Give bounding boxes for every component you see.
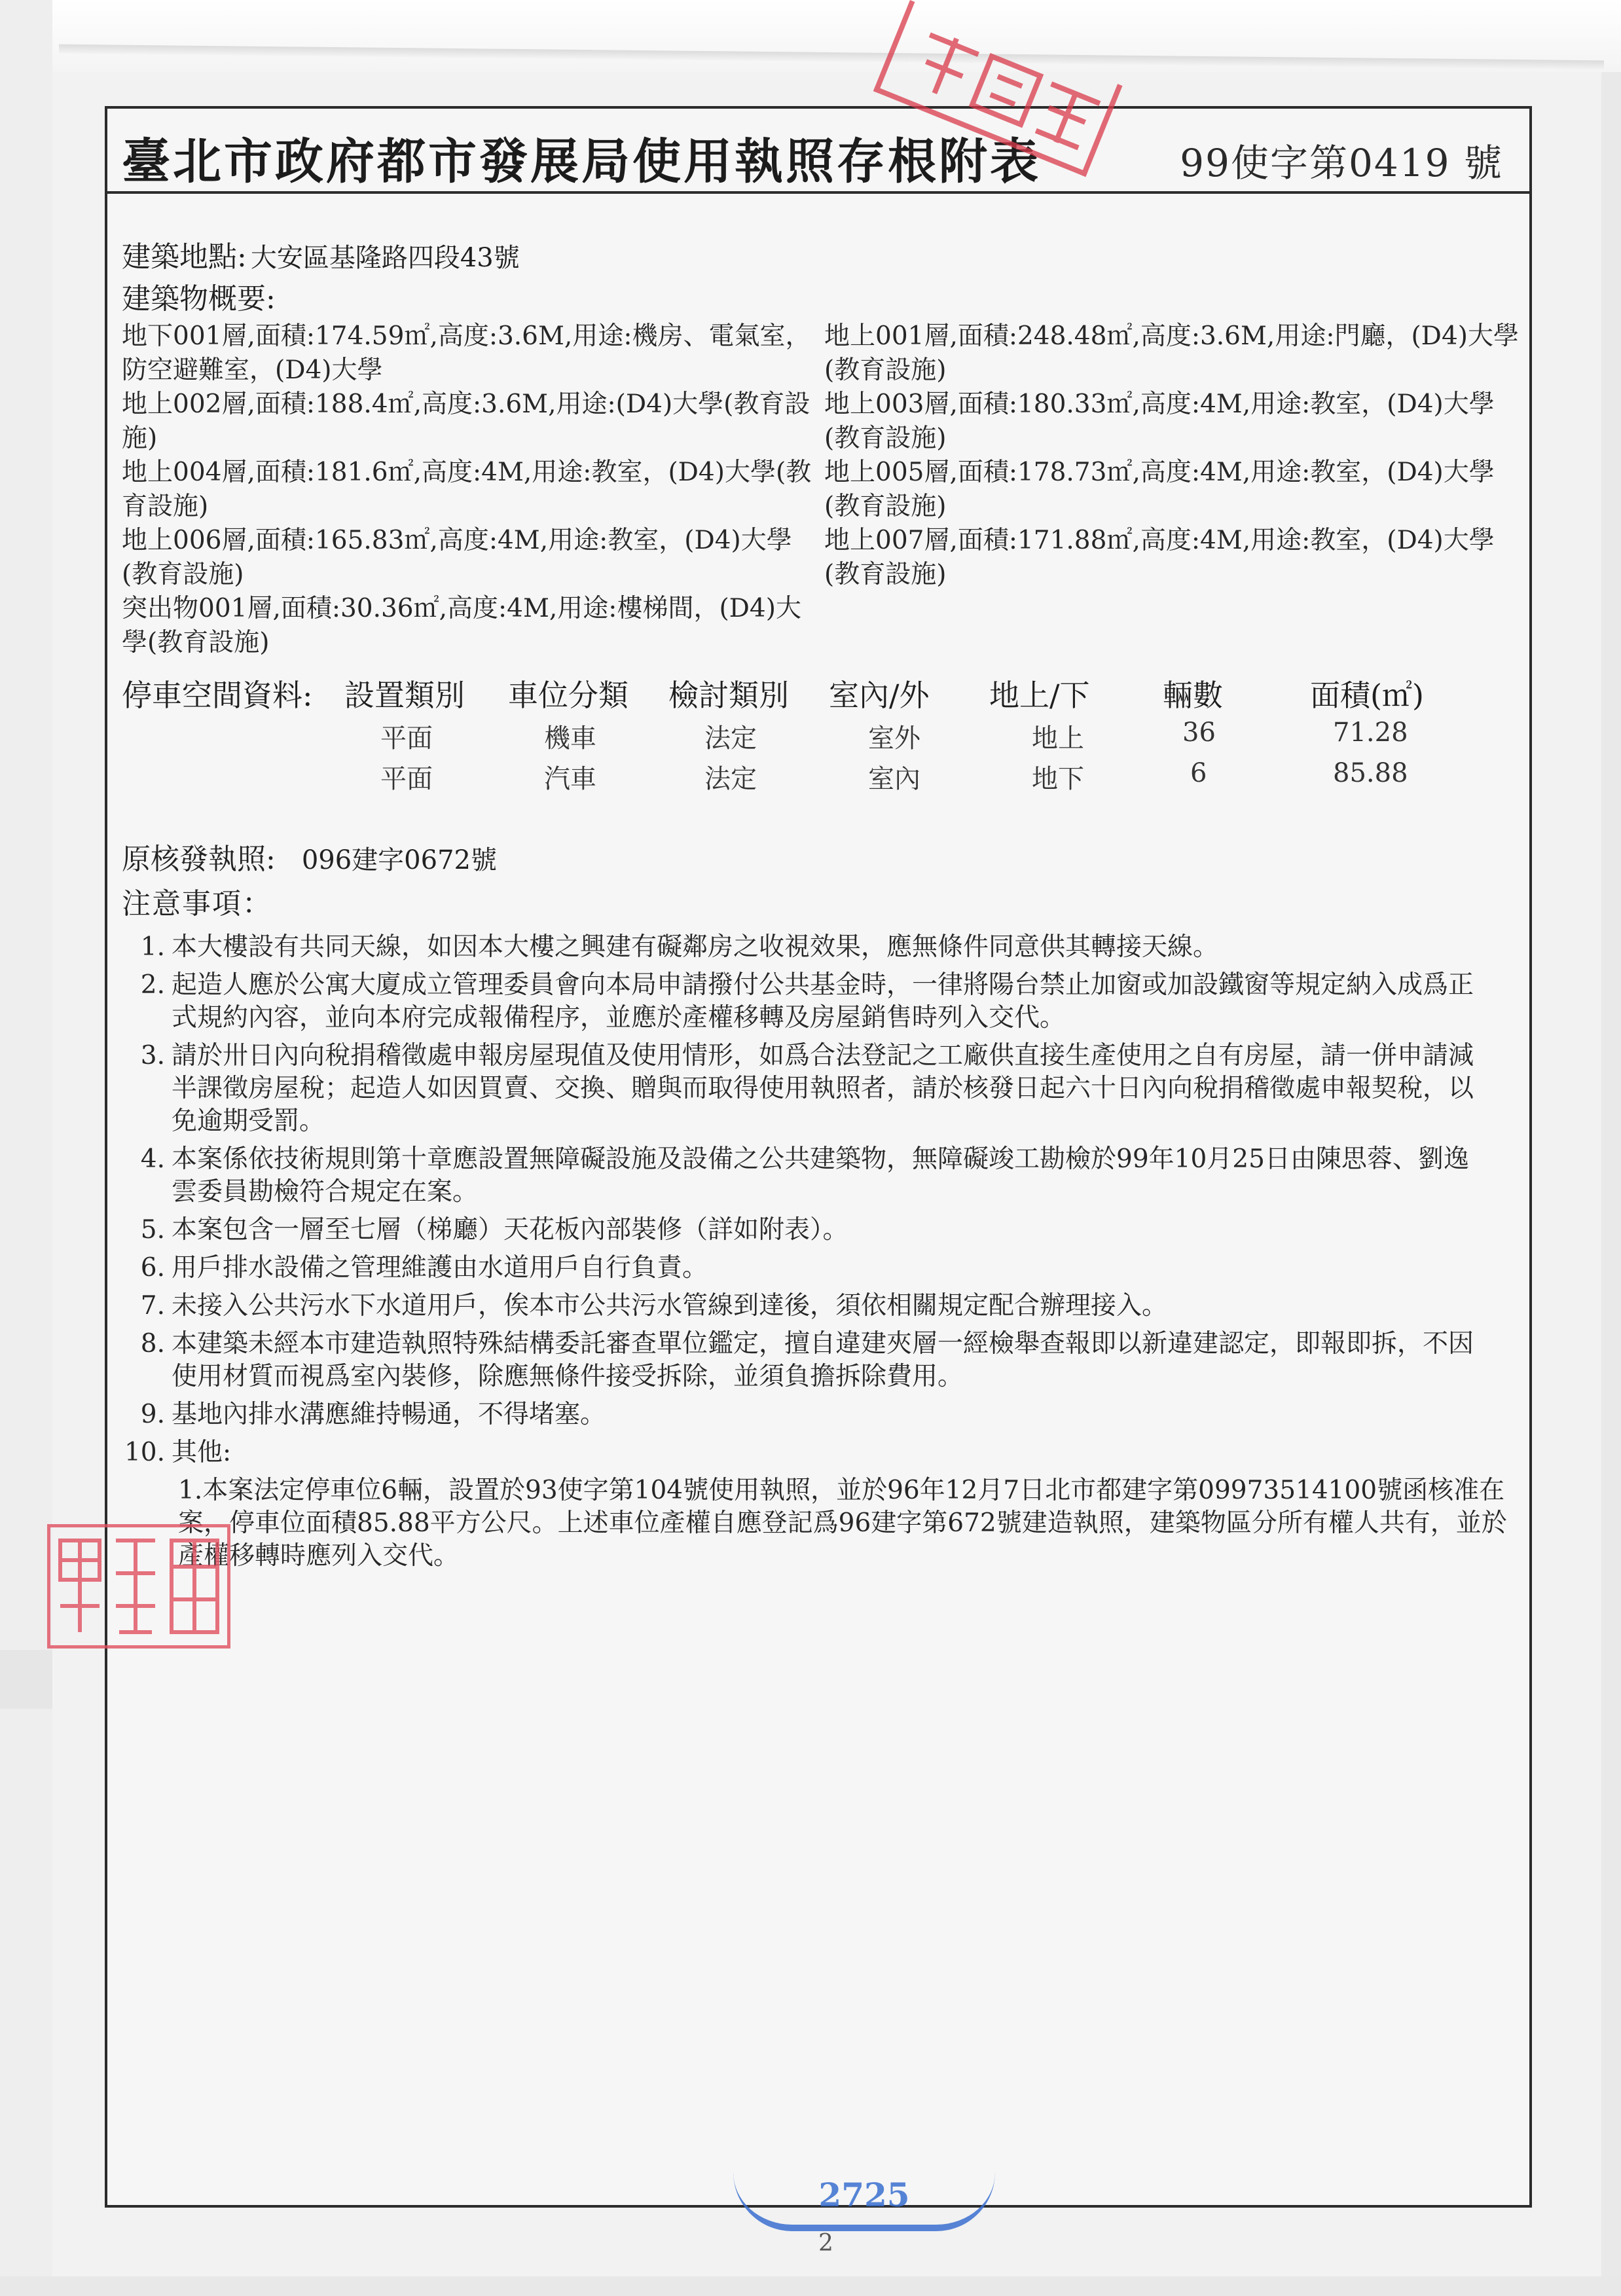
parking-cell: 地上 — [1032, 723, 1084, 754]
parking-cell: 85.88 — [1333, 758, 1408, 788]
floor-item: 突出物001層,面積:30.36㎡,高度:4M,用途:樓梯間，(D4)大學(教育設施) — [122, 594, 801, 657]
floor-item: 地上001層,面積:248.48㎡,高度:3.6M,用途:門廳，(D4)大學(教育設施) — [824, 321, 1519, 385]
note-item — [122, 969, 1520, 1034]
parking-header: 輛數 — [1163, 678, 1223, 713]
parking-cell: 平面 — [380, 723, 433, 754]
note-text: 請於卅日內向稅捐稽徵處申報房屋現值及使用情形，如爲合法登記之工廠供直接生產使用之自有房屋，請一併申請減半課徵房屋稅；起造人如因買賣、交換、贈與而取得使用執照者，請於核發日起六十日內向稅捐稽徵處申報契稅，以免逾期受罰。 — [172, 1041, 1474, 1136]
location-row — [122, 233, 1520, 275]
summary-label: 建築物概要: — [122, 282, 276, 316]
note-item — [122, 1290, 1520, 1322]
location-label: 建築地點: — [122, 240, 247, 274]
scan-edge-left-band — [0, 1650, 52, 1709]
note-text: 本案係依技術規則第十章應設置無障礙設施及設備之公共建築物，無障礙竣工勘檢於99年10月25日由陳思蓉、劉逸雲委員勘檢符合規定在案。 — [172, 1144, 1469, 1207]
document-title: 臺北市政府都市發展局使用執照存根附表 — [122, 134, 1041, 190]
floor-item: 地上005層,面積:178.73㎡,高度:4M,用途:教室，(D4)大學(教育設施) — [824, 458, 1495, 521]
note-item — [122, 1143, 1520, 1209]
note-item — [122, 1398, 1520, 1431]
note-item — [122, 1328, 1520, 1393]
note-text: 本大樓設有共同天線，如因本大樓之興建有礙鄰房之收視效果，應無條件同意供其轉接天線。 — [172, 932, 1219, 962]
note-other-text: 1.本案法定停車位6輛，設置於93使字第104號使用執照，並於96年12月7日北市都建字第09973514100號函核准在案，停車位面積85.88平方公尺。上述車位產權自應登記爲96建字第672號建造執照，建築物區分所有權人共有，並於產權移轉時應列入交代。 — [178, 1476, 1507, 1571]
seal-strokes-icon — [50, 1527, 227, 1645]
notes-title: 注意事項： — [122, 887, 272, 920]
parking-cell: 室外 — [868, 723, 920, 754]
note-item — [122, 1252, 1520, 1285]
note-text: 基地內排水溝應維持暢通，不得堵塞。 — [172, 1400, 606, 1429]
parking-header: 室內/外 — [829, 678, 930, 713]
license-number: 99使字第0419 號 — [1180, 141, 1503, 185]
note-item — [122, 931, 1520, 964]
note-number: 6. — [140, 1253, 165, 1283]
note-number: 9. — [140, 1400, 165, 1429]
parking-header: 地上/下 — [989, 678, 1090, 713]
original-license-label: 原核發執照: — [122, 843, 276, 876]
parking-header: 設置類別 — [344, 678, 465, 713]
note-text: 其他: — [172, 1438, 232, 1467]
floor-item: 地上006層,面積:165.83㎡,高度:4M,用途:教室，(D4)大學(教育設施) — [122, 526, 792, 589]
location-value: 大安區基隆路四段43號 — [250, 243, 520, 273]
parking-cell: 室內 — [868, 764, 920, 794]
note-number: 10. — [124, 1438, 165, 1467]
parking-cell: 平面 — [380, 764, 433, 794]
parking-table — [122, 672, 1520, 829]
parking-cell: 6 — [1190, 758, 1207, 788]
note-number: 8. — [140, 1329, 165, 1358]
document-sheet — [105, 106, 1532, 2208]
scan-edge-right — [1601, 72, 1621, 2296]
parking-header: 檢討類別 — [668, 678, 789, 713]
note-item — [122, 1436, 1520, 1469]
parking-label: 停車空間資料: — [122, 678, 313, 713]
red-seal-stamp-left — [47, 1524, 230, 1649]
parking-cell: 汽車 — [544, 764, 596, 794]
note-number: 1. — [140, 932, 165, 962]
note-number: 5. — [140, 1215, 165, 1245]
floor-item: 地上004層,面積:181.6㎡,高度:4M,用途:教室，(D4)大學(教育設施) — [122, 458, 812, 521]
parking-cell: 法定 — [704, 764, 757, 794]
floor-item: 地上007層,面積:171.88㎡,高度:4M,用途:教室，(D4)大學(教育設施) — [824, 526, 1495, 589]
original-license-value: 096建字0672號 — [301, 845, 497, 875]
document-header — [107, 109, 1529, 194]
note-text: 本建築未經本市建造執照特殊結構委託審查單位鑑定，擅自違建夾層一經檢舉查報即以新違建認定，即報即拆，不因使用材質而視爲室內裝修，除應無條件接受拆除，並須負擔拆除費用。 — [172, 1329, 1474, 1391]
parking-cell: 71.28 — [1333, 718, 1408, 748]
stamp-number: 2725 — [818, 2176, 910, 2214]
note-text: 未接入公共污水下水道用戶，俟本市公共污水管線到達後，須依相關規定配合辦理接入。 — [172, 1291, 1168, 1321]
page-number: 2 — [818, 2230, 833, 2257]
parking-header: 面積(㎡) — [1310, 678, 1424, 713]
notes-list — [122, 931, 1520, 1573]
parking-cell: 法定 — [704, 723, 757, 754]
note-text: 用戶排水設備之管理維護由水道用戶自行負責。 — [172, 1253, 708, 1283]
note-item — [122, 1040, 1520, 1138]
floor-item: 地上002層,面積:188.4㎡,高度:3.6M,用途:(D4)大學(教育設施) — [122, 390, 810, 453]
floor-item: 地上003層,面積:180.33㎡,高度:4M,用途:教室，(D4)大學(教育設施) — [824, 390, 1495, 453]
scan-edge-left — [0, 0, 52, 2296]
floor-list — [122, 319, 1520, 660]
floor-item: 地下001層,面積:174.59㎡,高度:3.6M,用途:機房、電氣室，防空避難室，(D4)大學 — [122, 321, 811, 385]
scan-edge-bottom — [0, 2276, 1621, 2296]
note-number: 4. — [140, 1144, 165, 1174]
parking-cell: 36 — [1182, 718, 1216, 748]
note-item — [122, 1214, 1520, 1247]
blue-number-stamp — [733, 2172, 995, 2231]
document-body — [122, 233, 1520, 1573]
note-number: 2. — [140, 970, 165, 1000]
note-text: 起造人應於公寓大廈成立管理委員會向本局申請撥付公共基金時，一律將陽台禁止加窗或加設鐵窗等規定納入成爲正式規約內容，並向本府完成報備程序，並應於產權移轉及房屋銷售時列入交代。 — [172, 970, 1474, 1032]
note-number: 7. — [140, 1291, 165, 1321]
note-text: 本案包含一層至七層（梯廳）天花板內部裝修（詳如附表）。 — [172, 1215, 848, 1245]
parking-cell: 地下 — [1032, 764, 1084, 794]
original-license-row — [122, 835, 1520, 877]
parking-cell: 機車 — [544, 723, 596, 754]
note-number: 3. — [140, 1041, 165, 1070]
parking-header: 車位分類 — [508, 678, 628, 713]
